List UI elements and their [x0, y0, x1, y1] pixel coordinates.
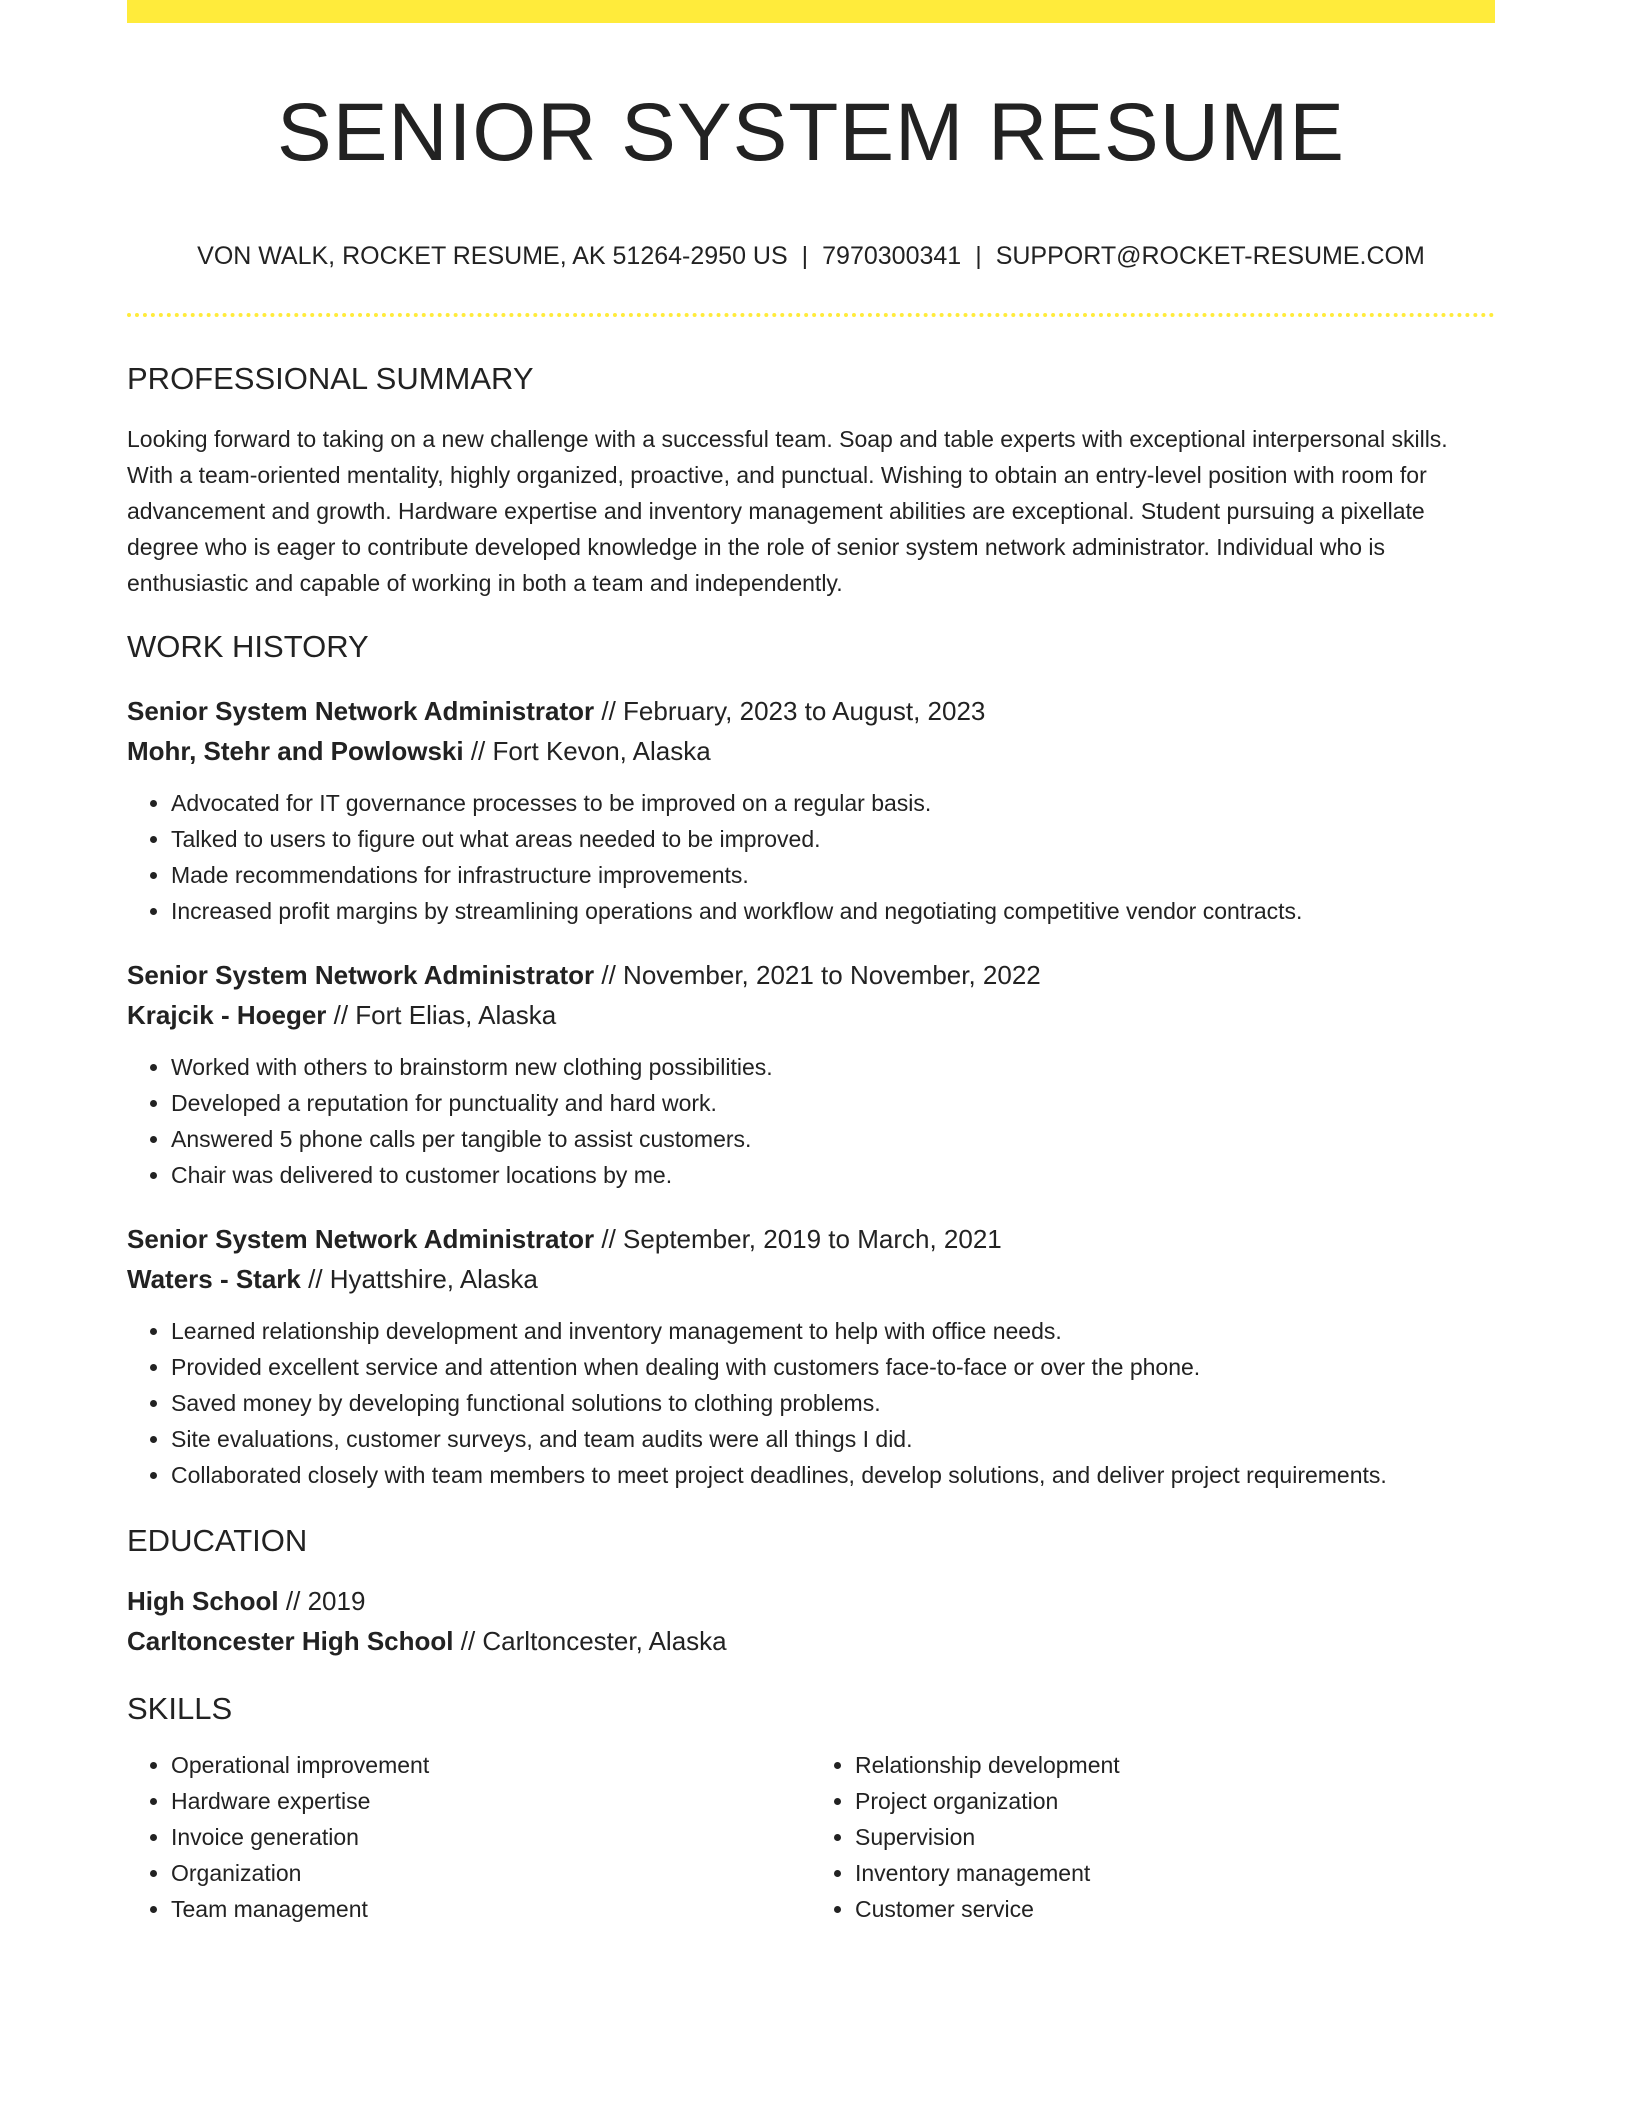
top-accent-bar	[127, 0, 1495, 23]
contact-line	[127, 241, 1495, 271]
job-bullet: • Increased profit margins by streamlining operations and workflow and negotiating competitive vendor contracts.	[171, 893, 1495, 929]
job-entry	[127, 955, 1495, 1193]
skill-item: • Team management	[171, 1891, 811, 1927]
job-location: // Fort Kevon, Alaska	[463, 736, 711, 766]
skill-item: • Project organization	[855, 1783, 1495, 1819]
job-dates: // November, 2021 to November, 2022	[594, 960, 1041, 990]
job-location: // Hyattshire, Alaska	[300, 1264, 538, 1294]
job-company: Waters - Stark	[127, 1264, 301, 1294]
education-year: // 2019	[278, 1586, 366, 1616]
contact-address: VON WALK, ROCKET RESUME, AK 51264-2950 US	[197, 242, 788, 270]
job-bullet: • Made recommendations for infrastructure improvements.	[171, 857, 1495, 893]
job-dates: // September, 2019 to March, 2021	[594, 1224, 1002, 1254]
skills-list	[127, 1747, 1495, 1927]
education-school-line	[127, 1621, 1495, 1661]
job-entry	[127, 1219, 1495, 1493]
skill-item: • Operational improvement	[171, 1747, 811, 1783]
skill-item: • Hardware expertise	[171, 1783, 811, 1819]
contact-email: SUPPORT@ROCKET-RESUME.COM	[995, 242, 1425, 270]
education-degree: High School	[127, 1586, 279, 1616]
job-company-line	[127, 731, 1495, 771]
job-bullet: • Advocated for IT governance processes to be improved on a regular basis.	[171, 785, 1495, 821]
skills-heading: SKILLS	[127, 1691, 233, 1726]
job-dates: // February, 2023 to August, 2023	[594, 696, 986, 726]
contact-separator: |	[975, 242, 982, 270]
resume-title: SENIOR SYSTEM RESUME	[277, 87, 1345, 178]
job-title-line	[127, 1219, 1495, 1259]
job-company: Mohr, Stehr and Powlowski	[127, 736, 464, 766]
education-entry	[127, 1581, 1495, 1661]
job-bullet: • Talked to users to figure out what areas needed to be improved.	[171, 821, 1495, 857]
job-bullet: • Worked with others to brainstorm new clothing possibilities.	[171, 1049, 1495, 1085]
summary-heading: PROFESSIONAL SUMMARY	[127, 361, 534, 396]
skills-column	[127, 1747, 811, 1927]
skill-item: • Customer service	[855, 1891, 1495, 1927]
job-bullets	[127, 1313, 1495, 1493]
job-title-line	[127, 691, 1495, 731]
job-bullets	[127, 785, 1495, 929]
job-bullet: • Collaborated closely with team members to meet project deadlines, develop solutions, and deliver project requirements.	[171, 1457, 1495, 1493]
contact-separator: |	[801, 242, 809, 270]
education-school: Carltoncester High School	[127, 1626, 454, 1656]
skill-item: • Organization	[171, 1855, 811, 1891]
skill-item: • Inventory management	[855, 1855, 1495, 1891]
job-title: Senior System Network Administrator	[127, 696, 595, 726]
job-bullet: • Saved money by developing functional solutions to clothing problems.	[171, 1385, 1495, 1421]
job-bullet: • Provided excellent service and attention when dealing with customers face-to-face or over the phone.	[171, 1349, 1495, 1385]
contact-phone: 7970300341	[822, 242, 962, 270]
job-bullet: • Developed a reputation for punctuality and hard work.	[171, 1085, 1495, 1121]
skill-item: • Relationship development	[855, 1747, 1495, 1783]
job-title-line	[127, 955, 1495, 995]
education-heading: EDUCATION	[127, 1523, 308, 1558]
job-title: Senior System Network Administrator	[127, 1224, 595, 1254]
job-bullets	[127, 1049, 1495, 1193]
job-bullet: • Learned relationship development and inventory management to help with office needs.	[171, 1313, 1495, 1349]
dotted-divider	[127, 313, 1495, 317]
skills-column	[811, 1747, 1495, 1927]
skill-item: • Invoice generation	[171, 1819, 811, 1855]
summary-text: Looking forward to taking on a new challenge with a successful team. Soap and table experts with exceptional interpersonal skills. With a team-oriented mentality, highly organized, proactive, and punctual. Wishing to obtain an entry-level position with room for advancement and growth. Hardware expertise and inventory management abilities are exceptional. Student pursuing a pixellate degree who is eager to contribute developed knowledge in the role of senior system network administrator. Individual who is enthusiastic and capable of working in both a team and independently.	[127, 426, 1448, 596]
work-history-heading: WORK HISTORY	[127, 629, 369, 664]
job-company-line	[127, 995, 1495, 1035]
job-bullet: • Chair was delivered to customer locations by me.	[171, 1157, 1495, 1193]
job-company: Krajcik - Hoeger	[127, 1000, 327, 1030]
job-entry	[127, 691, 1495, 929]
job-title: Senior System Network Administrator	[127, 960, 595, 990]
job-bullet: • Answered 5 phone calls per tangible to assist customers.	[171, 1121, 1495, 1157]
education-degree-line	[127, 1581, 1495, 1621]
education-location: // Carltoncester, Alaska	[453, 1626, 727, 1656]
job-location: // Fort Elias, Alaska	[326, 1000, 557, 1030]
job-company-line	[127, 1259, 1495, 1299]
job-bullet: • Site evaluations, customer surveys, and team audits were all things I did.	[171, 1421, 1495, 1457]
skill-item: • Supervision	[855, 1819, 1495, 1855]
resume-page	[127, 0, 1495, 1927]
